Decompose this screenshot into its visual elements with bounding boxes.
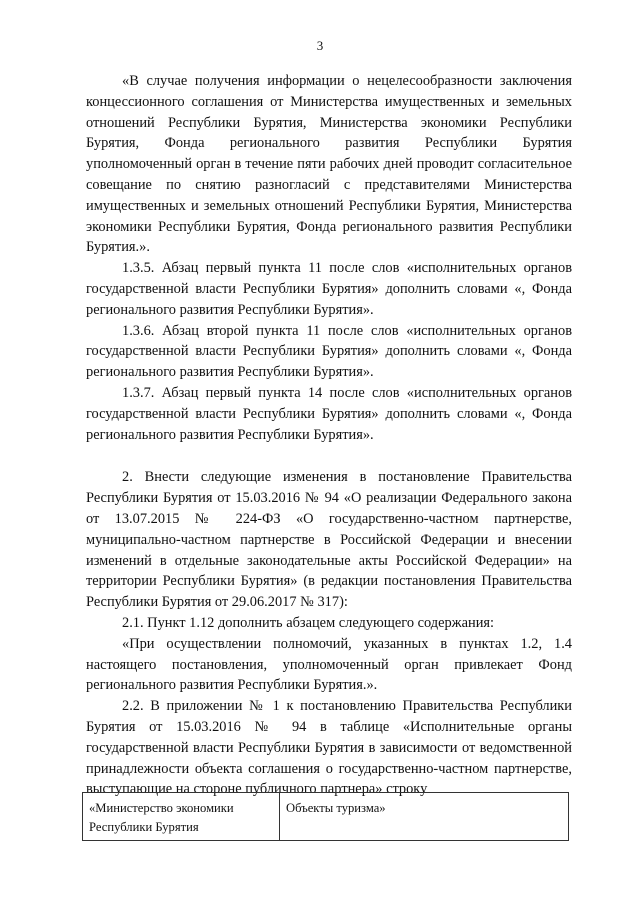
paragraph-2-2: 2.2. В приложении № 1 к постановлению Правительства Республики Бурятия от 15.03.2016 № 94 в таблице «Исполнительные органы государственной власти Республики Бурятия в зависимости от ведомственной принадлежности объекта соглашения о государственно-частном партнерстве, выступающие на стороне публичного партнера» строку — [86, 698, 572, 798]
paragraph-quote-consultation: «В случае получения информации о нецелесообразности заключения концессионного соглашения от Министерства имущественных и земельных отношений Республики Бурятия, Министерства экономики Республики Бурятия, Фонда регионального развития Республики Бурятия уполномоченный орган в течение пяти рабочих дней проводит согласительное совещание по снятию разногласий с представителями Министерства имущественных и земельных отношений Республики Бурятия, Министерства экономики Республики Бурятия, Фонда регионального развития Республики Бурятия.». — [86, 73, 572, 256]
page-number: 3 — [316, 38, 324, 53]
table-cell-ministry: «Министерство экономики Республики Бурятия — [83, 793, 280, 841]
document-body — [86, 71, 572, 800]
paragraph-1-3-5: 1.3.5. Абзац первый пункта 11 после слов «исполнительных органов государственной власти Республики Бурятия» дополнить словами «, Фонда регионального развития Республики Бурятия». — [86, 260, 572, 318]
paragraph-2-1: 2.1. Пункт 1.12 дополнить абзацем следующего содержания: — [122, 614, 495, 631]
table-row — [83, 793, 569, 841]
paragraph-2-1-quote: «При осуществлении полномочий, указанных в пунктах 1.2, 1.4 настоящего постановления, уполномоченный орган привлекает Фонд регионального развития Республики Бурятия.». — [86, 635, 572, 694]
inserted-row-table — [82, 792, 569, 841]
paragraph-2: 2. Внести следующие изменения в постановление Правительства Республики Бурятия от 15.03.2016 № 94 «О реализации Федерального закона от 13.07.2015 № 224-ФЗ «О государственно-частном партнерстве, муниципально-частном партнерстве в Российской Федерации и внесении изменений в отдельные законодательные акты Российской Федерации» на территории Республики Бурятия» (в редакции постановления Правительства Республики Бурятия от 29.06.2017 № 317): — [86, 469, 572, 611]
table-cell-objects: Объекты туризма» — [280, 793, 569, 841]
paragraph-1-3-6: 1.3.6. Абзац второй пункта 11 после слов «исполнительных органов государственной власти Республики Бурятия» дополнить словами «, Фонда регионального развития Республики Бурятия». — [86, 322, 572, 381]
paragraph-1-3-7: 1.3.7. Абзац первый пункта 14 после слов «исполнительных органов государственной власти Республики Бурятия» дополнить словами «, Фонда регионального развития Республики Бурятия». — [86, 384, 572, 443]
